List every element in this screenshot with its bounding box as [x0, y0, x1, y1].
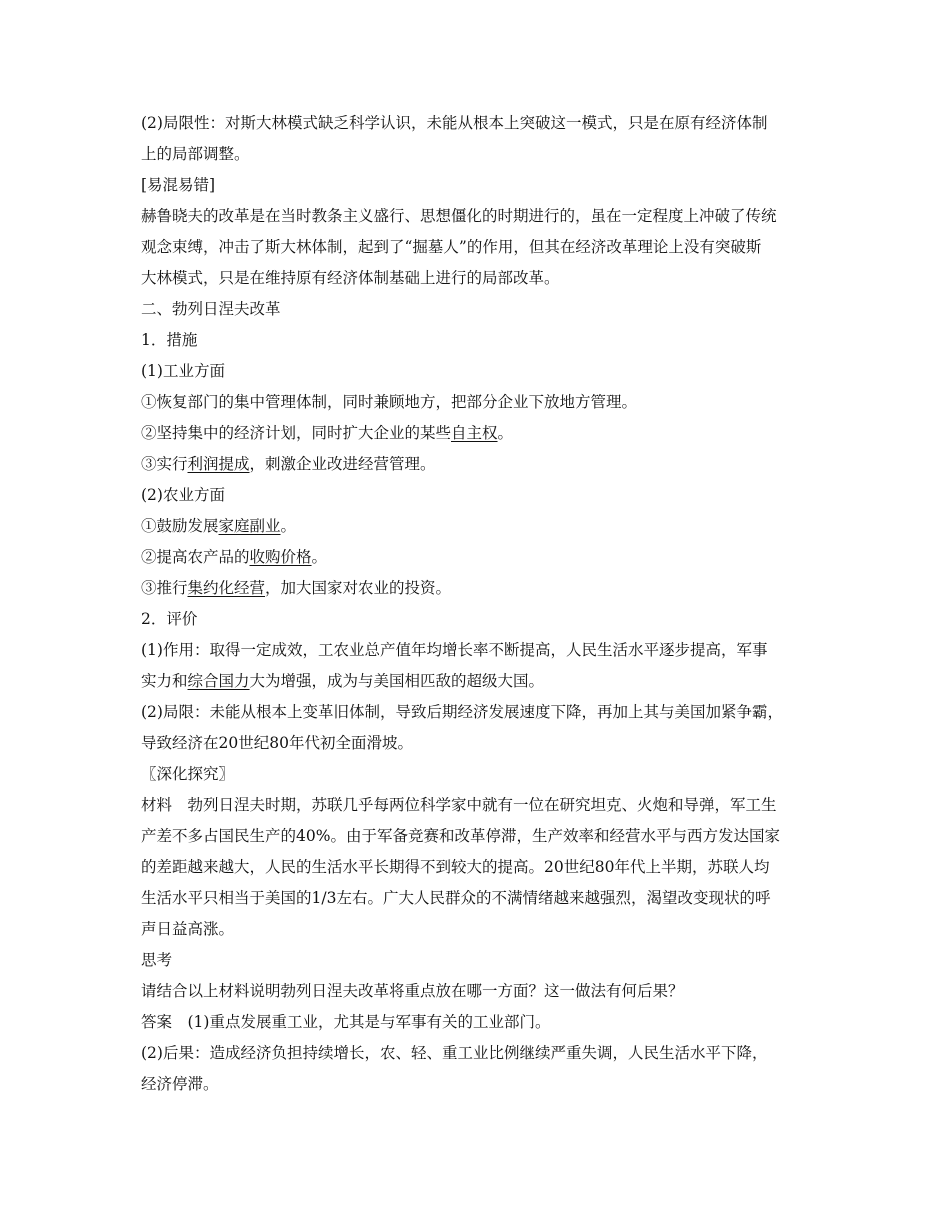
industry-item-3: ③实行利润提成，刺激企业改进经营管理。: [141, 455, 436, 473]
think-heading: 思考: [141, 951, 173, 969]
key-term: 利润提成: [187, 455, 250, 473]
agriculture-item-3: ③推行集约化经营，加大国家对农业的投资。: [141, 579, 452, 597]
deep-inquiry-heading: 〖深化探究〗: [141, 765, 235, 783]
key-term: 综合国力: [187, 672, 250, 690]
answer-line-2: (2)后果：造成经济负担持续增长，农、轻、重工业比例继续严重失调，人民生活水平下降，: [141, 1044, 768, 1062]
limit-line-2: 导致经济在20世纪80年代初全面滑坡。: [141, 734, 413, 752]
answer-line-3: 经济停滞。: [141, 1075, 219, 1093]
confusion-para-2: 观念束缚，冲击了斯大林体制，起到了“掘墓人”的作用，但其在经济改革理论上没有突破斯: [141, 238, 762, 256]
bracket-mark-right: 〗: [218, 765, 235, 783]
confusion-para-3: 大林模式，只是在维持原有经济体制基础上进行的局部改革。: [141, 269, 560, 287]
industry-heading: (1)工业方面: [141, 362, 225, 380]
material-line-3: 的差距越来越大，人民的生活水平长期得不到较大的提高。20世纪80年代上半期，苏联人均: [141, 858, 770, 876]
limitation-line-1: (2)局限性：对斯大林模式缺乏科学认识，未能从根本上突破这一模式，只是在原有经济体制: [141, 114, 768, 132]
bracket-mark-left: 〖: [141, 765, 157, 783]
section-heading-brezhnev: 二、勃列日涅夫改革: [141, 300, 281, 318]
agriculture-heading: (2)农业方面: [141, 486, 225, 504]
key-term: 家庭副业: [218, 517, 281, 535]
measures-heading: 1．措施: [141, 331, 198, 349]
confusion-para-1: 赫鲁晓夫的改革是在当时教条主义盛行、思想僵化的时期进行的，虽在一定程度上冲破了传统: [141, 207, 777, 225]
effect-line-2: 实力和综合国力大为增强，成为与美国相匹敌的超级大国。: [141, 672, 545, 690]
document-page: [141, 108, 821, 1100]
key-term: 集约化经营: [187, 579, 266, 597]
agriculture-item-1: ①鼓励发展家庭副业。: [141, 517, 297, 535]
material-line-5: 声日益高涨。: [141, 920, 235, 938]
evaluation-heading: 2．评价: [141, 610, 198, 628]
industry-item-1: ①恢复部门的集中管理体制，同时兼顾地方，把部分企业下放地方管理。: [141, 393, 638, 411]
limitation-line-2: 上的局部调整。: [141, 145, 250, 163]
material-line-1: 材料 勃列日涅夫时期，苏联几乎每两位科学家中就有一位在研究坦克、火炮和导弹，军工生: [141, 796, 777, 814]
key-term: 收购价格: [249, 548, 312, 566]
industry-item-2: ②坚持集中的经济计划，同时扩大企业的某些自主权。: [141, 424, 514, 442]
effect-line-1: (1)作用：取得一定成效，工农业总产值年均增长率不断提高，人民生活水平逐步提高，军事: [141, 641, 768, 659]
confusion-heading: [易混易错]: [141, 176, 216, 194]
question-line: 请结合以上材料说明勃列日涅夫改革将重点放在哪一方面？这一做法有何后果？: [141, 982, 684, 1000]
answer-line-1: 答案 (1)重点发展重工业，尤其是与军事有关的工业部门。: [141, 1013, 551, 1031]
agriculture-item-2: ②提高农产品的收购价格。: [141, 548, 328, 566]
material-line-2: 产差不多占国民生产的40%。由于军备竞赛和改革停滞，生产效率和经营水平与西方发达国家: [141, 827, 780, 845]
key-term: 自主权: [451, 424, 498, 442]
limit-line-1: (2)局限：未能从根本上变革旧体制，导致后期经济发展速度下降，再加上其与美国加紧争霸，: [141, 703, 783, 721]
material-line-4: 生活水平只相当于美国的1/3左右。广大人民群众的不满情绪越来越强烈，渴望改变现状的呼: [141, 889, 771, 907]
